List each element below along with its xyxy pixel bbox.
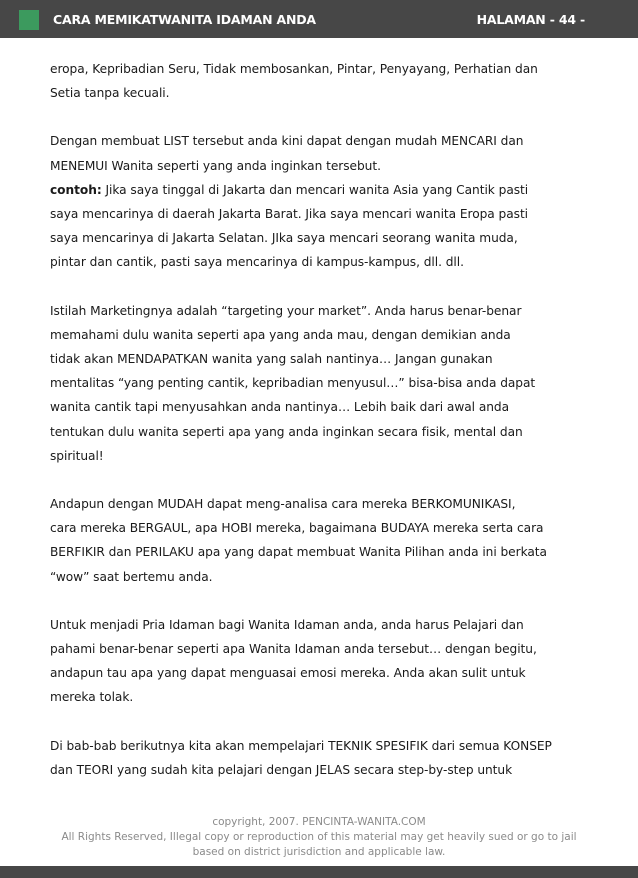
text-line: Untuk menjadi Pria Idaman bagi Wanita Idaman anda, anda harus Pelajari dan [50, 617, 524, 632]
page-body [50, 57, 595, 806]
text-line: MENEMUI Wanita seperti yang anda inginkan tersebut. [50, 158, 381, 173]
text-line: spiritual! [50, 448, 104, 463]
text-line: memahami dulu wanita seperti apa yang anda mau, dengan demikian anda [50, 327, 511, 342]
text-line: andapun tau apa yang dapat menguasai emosi mereka. Anda akan sulit untuk [50, 666, 526, 681]
text-line [50, 178, 595, 202]
text-line: Andapun dengan MUDAH dapat meng-analisa cara mereka BERKOMUNIKASI, [50, 497, 516, 512]
text-line: Setia tanpa kecuali. [50, 86, 170, 101]
footer-rights-line: All Rights Reserved, Illegal copy or reproduction of this material may get heavily sued or go to jail [61, 831, 577, 843]
footer-copyright: copyright, 2007. PENCINTA-WANITA.COM [212, 816, 426, 828]
paragraph [50, 492, 595, 589]
text-line: mentalitas “yang penting cantik, kepribadian menyusul…” bisa-bisa anda dapat [50, 376, 536, 391]
text-line: Dengan membuat LIST tersebut anda kini dapat dengan mudah MENCARI dan [50, 134, 524, 149]
paragraph [50, 613, 595, 710]
footer-rights-line: based on district jurisdiction and applicable law. [192, 846, 446, 858]
text-line: eropa, Kepribadian Seru, Tidak membosankan, Pintar, Penyayang, Perhatian dan [50, 62, 538, 76]
paragraph [50, 129, 595, 274]
paragraph [50, 57, 595, 105]
text-line: saya mencarinya di Jakarta Selatan. JIka saya mencari seorang wanita muda, [50, 231, 518, 246]
header-accent-square [19, 10, 39, 30]
text-line: pahami benar-benar seperti apa Wanita Idaman anda tersebut… dengan begitu, [50, 642, 537, 657]
paragraph [50, 299, 595, 468]
example-text: Jika saya tinggal di Jakarta dan mencari wanita Asia yang Cantik pasti [101, 182, 529, 197]
text-line: tentukan dulu wanita seperti apa yang anda inginkan secara fisik, mental dan [50, 424, 523, 439]
text-line: wanita cantik tapi menyusahkan anda nantinya… Lebih baik dari awal anda [50, 400, 510, 415]
text-line: Di bab-bab berikutnya kita akan mempelajari TEKNIK SPESIFIK dari semua KONSEP [50, 738, 552, 753]
text-line: cara mereka BERGAUL, apa HOBI mereka, bagaimana BUDAYA mereka serta cara [50, 521, 544, 536]
text-line: saya mencarinya di daerah Jakarta Barat. Jika saya mencari wanita Eropa pasti [50, 207, 529, 222]
page-header [0, 0, 638, 38]
page-number: HALAMAN - 44 - [476, 12, 585, 27]
text-line: “wow” saat bertemu anda. [50, 569, 213, 584]
text-line: pintar dan cantik, pasti saya mencarinya di kampus-kampus, dll. dll. [50, 255, 464, 270]
text-line: dan TEORI yang sudah kita pelajari dengan JELAS secara step-by-step untuk [50, 762, 513, 777]
text-line: BERFIKIR dan PERILAKU apa yang dapat membuat Wanita Pilihan anda ini berkata [50, 545, 547, 560]
text-line: tidak akan MENDAPATKAN wanita yang salah nantinya… Jangan gunakan [50, 352, 493, 367]
text-line: Istilah Marketingnya adalah “targeting your market”. Anda harus benar-benar [50, 303, 522, 318]
page-footer-bar [0, 866, 638, 878]
example-label: contoh: [50, 182, 102, 197]
paragraph [50, 734, 595, 782]
text-line: mereka tolak. [50, 690, 134, 705]
document-title: CARA MEMIKATWANITA IDAMAN ANDA [53, 12, 316, 27]
